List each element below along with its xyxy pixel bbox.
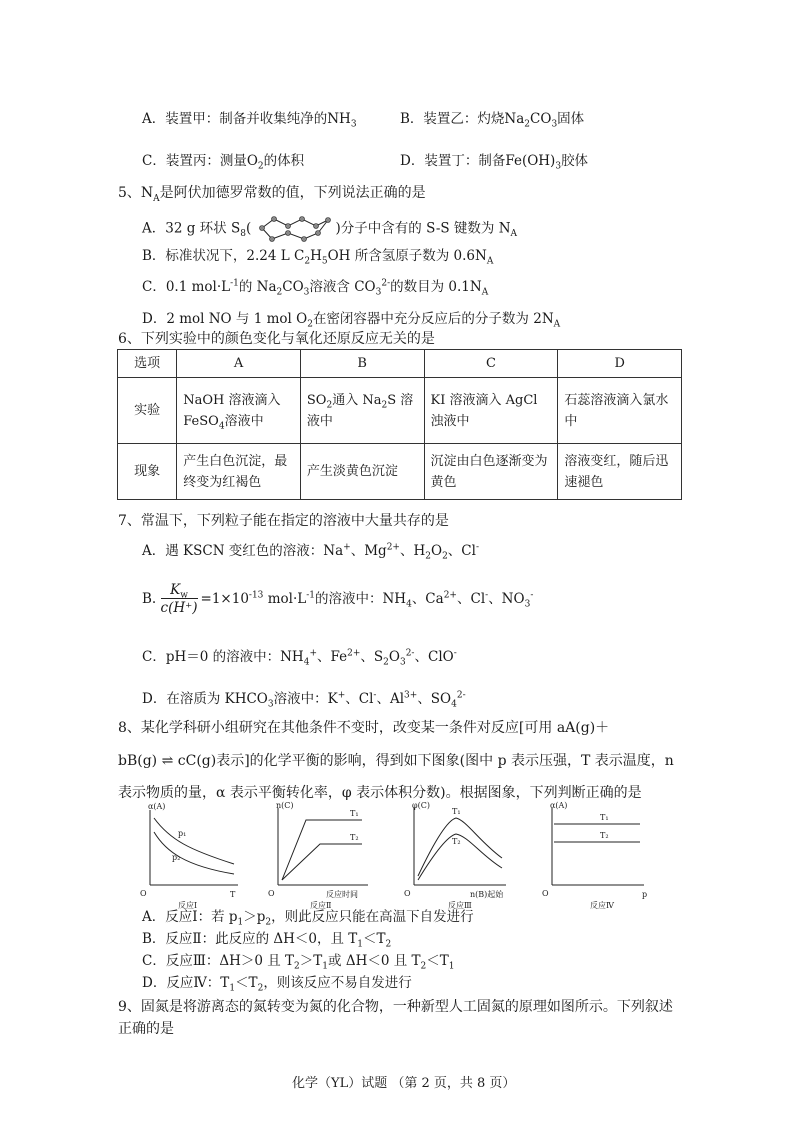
page-footer: 化学（YL）试题 （第 2 页，共 8 页） [292, 1076, 516, 1091]
s8-ring-diagram [256, 214, 336, 244]
graph3-curve1-label: T₁ [452, 807, 461, 816]
q5-option-d: D．2 mol NO 与 1 mol $O_2$在密闭容器中充分反应后的分子数为 $2N_A$ [142, 311, 561, 330]
curve-p2 [154, 832, 234, 874]
experiment-d: 石蕊溶液滴入氯水中 [558, 378, 682, 444]
graph3-xlabel: n(B)起始 [470, 890, 504, 899]
q7-option-c: C．pH＝0 的溶液中：$NH_4^+$、$Fe^{2+}$、$S_2O_3^{2-}$、ClO- [142, 648, 457, 668]
graph1-ylabel: α(A) [148, 802, 166, 811]
graph4-xlabel: p [642, 890, 648, 899]
q4-option-d: D．装置丁：制备$Fe(OH)_3$胶体 [400, 153, 589, 172]
q8-option-d: D．反应Ⅳ：$T_1<T_2$，则该反应不易自发进行 [142, 975, 412, 994]
graph2-curve1-label: T₁ [350, 809, 359, 818]
graph1-origin: O [140, 889, 147, 898]
q9-line1: 9、固氮是将游离态的氮转变为氮的化合物，一种新型人工固氮的原理如图所示。下列叙述 [118, 999, 673, 1015]
graph3-curve2-label: T₂ [452, 837, 461, 846]
q5-option-c: C．0.1 $mol\cdot L^{-1}$的 $Na_2CO_3$溶液含 $CO_3^{2-}$的数目为 $0.1N_A$ [142, 278, 489, 298]
graph2-xlabel: 反应时间 [326, 890, 358, 899]
q8-graphs [130, 800, 690, 910]
curve-p1 [154, 818, 234, 864]
experiment-c: KI 溶液滴入 AgCl 浊液中 [424, 378, 558, 444]
curve-t1 [282, 820, 362, 880]
row-label-experiment: 实验 [118, 378, 177, 444]
table-header-a: A [177, 350, 301, 378]
experiment-a: NaOH 溶液滴入 FeSO$_4$溶液中 [177, 378, 301, 444]
q8-option-a: A．反应Ⅰ：若 $p_1>p_2$，则此反应只能在高温下自发进行 [142, 909, 474, 928]
graph3-origin: O [404, 889, 411, 898]
table-header-c: C [424, 350, 558, 378]
q7-stem: 7、常温下，下列粒子能在指定的溶液中大量共存的是 [118, 513, 449, 529]
graph3-ylabel: φ(C) [412, 801, 430, 810]
q7-option-a: A．遇 KSCN 变红色的溶液：Na+、$Mg^{2+}$、$H_2O_2$、Cl- [142, 542, 479, 562]
q6-stem: 6、下列实验中的颜色变化与氧化还原反应无关的是 [118, 331, 435, 347]
q5-option-b: B．标准状况下，2.24 L $C_2H_5OH$ 所含氢原子数为 $0.6N_A$ [142, 248, 494, 267]
table-header-b: B [300, 350, 424, 378]
graph2-ylabel: n(C) [276, 801, 294, 810]
q8-line3: 表示物质的量，α 表示平衡转化率，φ 表示体积分数)。根据图象，下列判断正确的是 [118, 785, 642, 801]
experiment-b: $SO_2$通入 $Na_2S$ 溶 液中 [300, 378, 424, 444]
graph-reaction-4 [552, 808, 644, 885]
graph4-ylabel: α(A) [550, 801, 568, 810]
phenomenon-d: 溶液变红，随后迅速褪色 [558, 444, 682, 500]
q8-line1: 8、某化学科研小组研究在其他条件不变时，改变某一条件对反应[可用 aA(g)＋ [118, 720, 610, 736]
graph2-caption: 反应Ⅱ [310, 901, 332, 910]
graph1-curve2-label: p₂ [172, 853, 181, 862]
table-header-option: 选项 [118, 350, 177, 378]
q4-option-b: B．装置乙：灼烧$Na_2CO_3$固体 [400, 111, 585, 130]
graph-reaction-1 [150, 810, 238, 885]
q5-option-a: A．32 g 环状 $S_8$( )分子中含有的 S-S 键数为 $N_A$ [142, 214, 517, 244]
q7-option-b: B. $\frac{K_w}{c(H^+)}$ $=1\times 10^{-13}$ $mol\cdot L^{-1}$的溶液中：$NH_4$、$Ca^{2+}$、Cl-、$NO_3^-$ [142, 582, 534, 616]
graph4-curve1-label: T₁ [600, 813, 609, 822]
table-row [118, 378, 682, 444]
q8-line2: bB(g) ⇌ cC(g)表示]的化学平衡的影响，得到如下图象(图中 p 表示压强，T 表示温度，n [118, 753, 674, 769]
curve-t1 [418, 818, 502, 876]
q8-option-b: B．反应Ⅱ：此反应的 ΔH＜0，且 $T_1<T_2$ [142, 931, 392, 950]
phenomenon-c: 沉淀由白色逐渐变为黄色 [424, 444, 558, 500]
table-row [118, 350, 682, 378]
q6-table [117, 349, 682, 500]
q4-option-c: C．装置丙：测量$O_2$的体积 [142, 153, 305, 172]
kw-fraction: $\frac{K_w}{c(H^+)}$ [160, 582, 198, 616]
table-row [118, 444, 682, 500]
q4-option-a: A．装置甲：制备并收集纯净的$NH_3$ [142, 111, 357, 130]
graph-reaction-2 [278, 808, 368, 885]
q9-line2: 正确的是 [118, 1021, 174, 1037]
graph4-origin: O [542, 889, 549, 898]
row-label-phenomenon: 现象 [118, 444, 177, 500]
graph4-caption: 反应Ⅳ [590, 901, 614, 910]
graph1-caption: 反应Ⅰ [178, 901, 198, 910]
phenomenon-a: 产生白色沉淀，最终变为红褐色 [177, 444, 301, 500]
graph1-xlabel: T [230, 890, 236, 899]
graph1-curve1-label: p₁ [178, 829, 187, 838]
phenomenon-b: 产生淡黄色沉淀 [300, 444, 424, 500]
graph3-caption: 反应Ⅲ [448, 901, 472, 910]
graph2-curve2-label: T₂ [350, 833, 359, 842]
q5-stem: 5、$N_A$是阿伏加德罗常数的值，下列说法正确的是 [118, 185, 426, 204]
table-header-d: D [558, 350, 682, 378]
q8-option-c: C．反应Ⅲ：ΔH＞0 且 $T_2>T_1$或 ΔH＜0 且 $T_2<T_1$ [142, 953, 455, 972]
graph2-origin: O [268, 889, 275, 898]
q7-option-d: D．在溶质为 $KHCO_3$溶液中：K+、Cl-、$Al^{3+}$、$SO_4^{2-}$ [142, 690, 466, 710]
graph4-curve2-label: T₂ [600, 831, 609, 840]
graph-reaction-3 [414, 808, 506, 885]
